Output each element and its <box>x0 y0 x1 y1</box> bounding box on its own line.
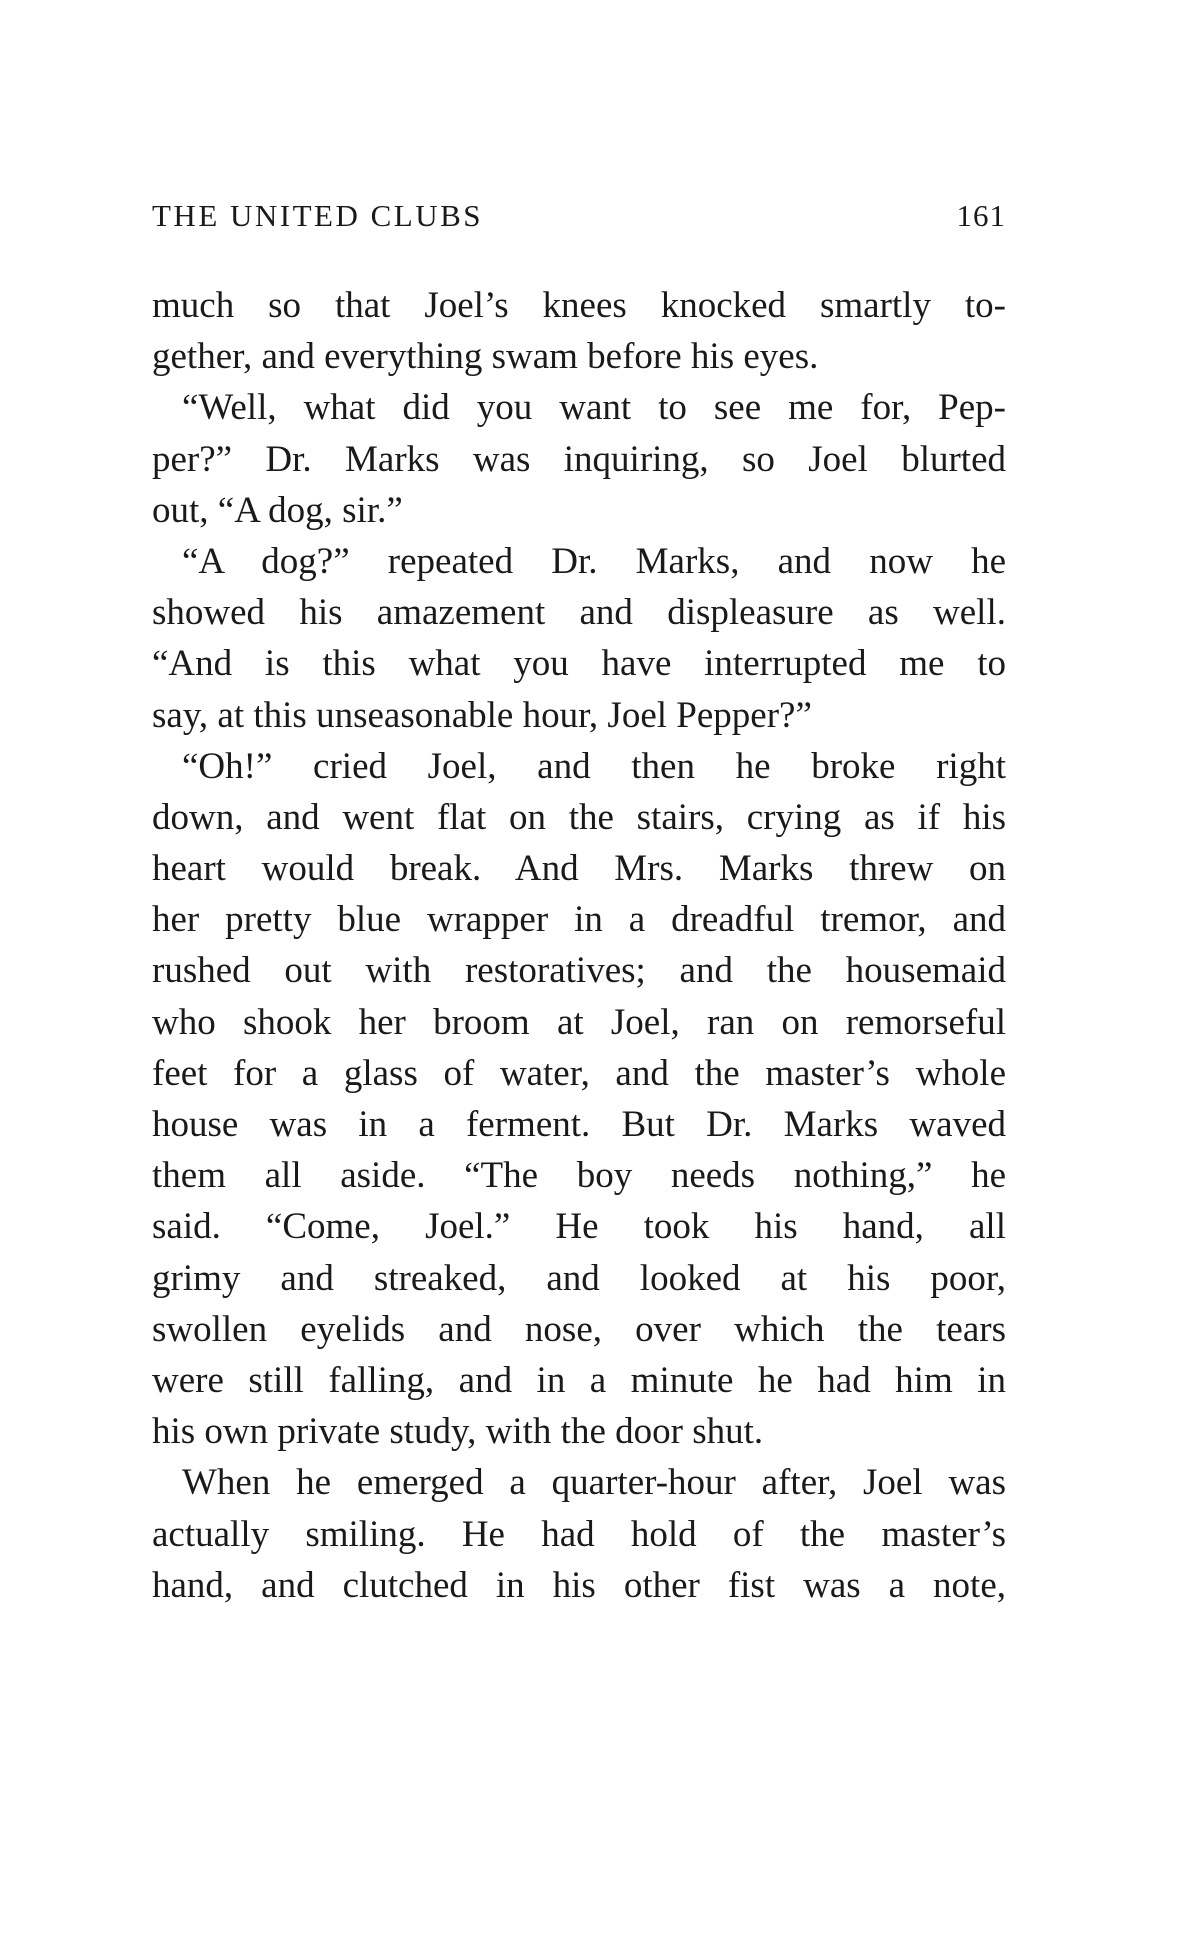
text-line: swollen eyelids and nose, over which the tears <box>152 1308 1006 1350</box>
running-title: THE UNITED CLUBS <box>152 198 484 233</box>
text-line: actually smiling. He had hold of the master’s <box>152 1513 1006 1555</box>
text-line: showed his amazement and displeasure as well. <box>152 592 1006 634</box>
text-line: out, “A dog, sir.” <box>152 489 403 531</box>
text-line: grimy and streaked, and looked at his poor, <box>152 1257 1006 1299</box>
body-text <box>152 280 1006 1611</box>
text-line: feet for a glass of water, and the master’s whole <box>152 1052 1006 1094</box>
text-line: much so that Joel’s knees knocked smartly to- <box>152 285 1006 326</box>
text-line: were still falling, and in a minute he had him in <box>152 1359 1006 1401</box>
text-line: heart would break. And Mrs. Marks threw on <box>152 848 1006 890</box>
text-line: “And is this what you have interrupted me to <box>152 643 1006 685</box>
running-head <box>152 198 1006 242</box>
text-line: them all aside. “The boy needs nothing,” he <box>152 1155 1006 1197</box>
text-line: who shook her broom at Joel, ran on remorseful <box>152 1001 1006 1043</box>
text-line: her pretty blue wrapper in a dreadful tremor, and <box>152 899 1006 941</box>
page-number: 161 <box>956 198 1006 233</box>
text-line: his own private study, with the door shut. <box>152 1411 764 1453</box>
text-line: per?” Dr. Marks was inquiring, so Joel blurted <box>152 438 1006 480</box>
text-line: “Oh!” cried Joel, and then he broke right <box>182 745 1006 787</box>
text-line: said. “Come, Joel.” He took his hand, all <box>152 1206 1006 1248</box>
text-line: gether, and everything swam before his eyes. <box>152 336 819 378</box>
text-line: house was in a ferment. But Dr. Marks waved <box>152 1104 1006 1145</box>
text-line: “Well, what did you want to see me for, Pep- <box>182 387 1006 429</box>
text-line: When he emerged a quarter-hour after, Joel was <box>182 1462 1006 1504</box>
text-line: rushed out with restoratives; and the housemaid <box>152 950 1006 992</box>
text-line: “A dog?” repeated Dr. Marks, and now he <box>182 540 1006 582</box>
text-line: down, and went flat on the stairs, crying as if his <box>152 796 1006 838</box>
text-line: say, at this unseasonable hour, Joel Pepper?” <box>152 694 812 736</box>
text-line: hand, and clutched in his other fist was a note, <box>152 1564 1006 1606</box>
